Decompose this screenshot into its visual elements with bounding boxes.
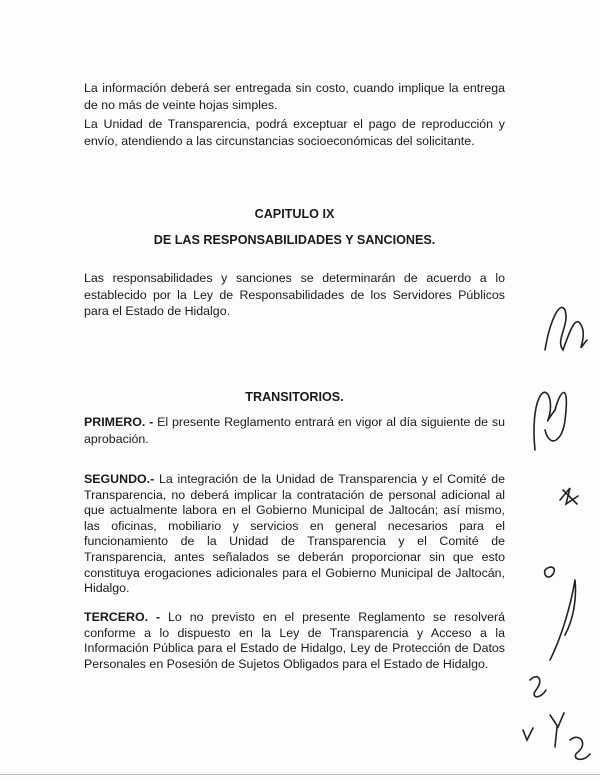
- signature-4: [545, 567, 555, 577]
- signature-8: [570, 737, 590, 759]
- primero-text: El presente Reglamento entrará en vigor al día siguiente de su aprobación.: [84, 415, 505, 446]
- paragraph-free-information: La información deberá ser entregada sin costo, cuando implique la entrega de no más de veinte hojas simples.: [84, 81, 505, 112]
- signature-1: [545, 307, 587, 350]
- signature-9: [523, 728, 533, 740]
- signature-3: [560, 488, 578, 504]
- primero-label: PRIMERO. -: [84, 415, 154, 429]
- paragraph-fee-exemption: La Unidad de Transparencia, podrá exceptuar el pago de reproducción y envío, atendiendo a las circunstancias socioeconómicas del solicitante.: [84, 117, 505, 148]
- article-primero: [84, 414, 505, 447]
- chapter-title: DE LAS RESPONSABILIDADES Y SANCIONES.: [153, 233, 436, 247]
- article-tercero: [84, 610, 505, 672]
- page-bottom-edge: [0, 774, 600, 775]
- chapter-text: Las responsabilidades y sanciones se determinarán de acuerdo a lo establecido por la Ley de Responsabilidades de los Servidores Públicos para el Estado de Hidalgo.: [84, 271, 505, 318]
- transitorios-title: TRANSITORIOS.: [245, 390, 344, 404]
- article-segundo: [84, 472, 505, 597]
- signature-5: [550, 580, 576, 660]
- signature-2: [534, 392, 566, 450]
- signature-6: [530, 677, 546, 697]
- margin-signatures: [515, 290, 600, 770]
- segundo-text: La integración de la Unidad de Transparencia y el Comité de Transparencia, no deberá implicar la contratación de personal adicional al que actualmente labora en el Gobierno Municipal de Jaltocán; así mismo, las oficinas, mobiliario y servicios en general necesarios para el funcionamiento de la Unidad de Transparencia y el Comité de Transparencia, antes señalados se deberán proporcionar sin que esto constituya erogaciones adicionales para el Gobierno Municipal de Jaltocán, Hidalgo.: [84, 472, 505, 596]
- signature-7: [550, 713, 564, 747]
- chapter-number: CAPITULO IX: [254, 207, 335, 221]
- segundo-label: SEGUNDO.-: [84, 472, 155, 486]
- tercero-text: Lo no previsto en el presente Reglamento se resolverá conforme a lo dispuesto en la Ley de Transparencia y Acceso a la Información Pública para el Estado de Hidalgo, Ley de Protección de Datos Personales en Posesión de Sujetos Obligados para el Estado de Hidalgo.: [84, 610, 506, 671]
- tercero-label: TERCERO. -: [84, 610, 161, 624]
